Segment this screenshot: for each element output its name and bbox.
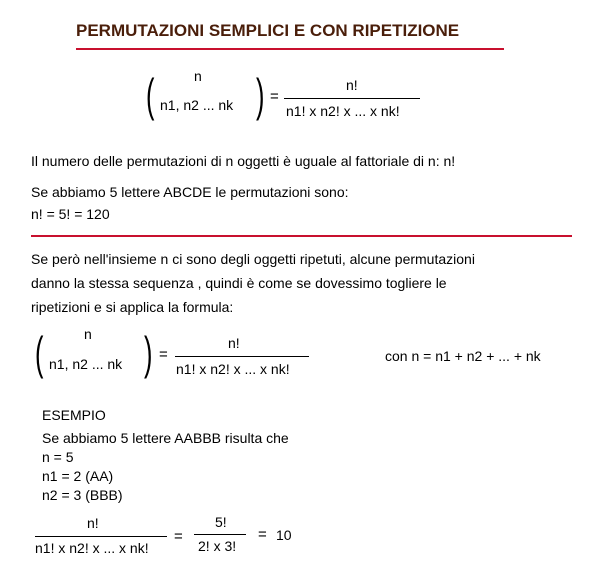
denominator: n1! x n2! x ... x nk!: [176, 361, 290, 377]
numerator: n!: [228, 335, 240, 351]
denominator: n1! x n2! x ... x nk!: [35, 540, 149, 556]
denominator-value: 2! x 3!: [198, 538, 237, 554]
fraction-bar: [194, 534, 246, 535]
binom-bottom: n1, n2 ... nk: [49, 356, 123, 372]
left-paren: (: [35, 327, 44, 379]
section-divider: [31, 235, 572, 237]
condition-text: con n = n1 + n2 + ... + nk: [385, 348, 541, 364]
example-heading: ESEMPIO: [42, 407, 106, 423]
denominator: n1! x n2! x ... x nk!: [286, 103, 400, 119]
numerator: n!: [87, 515, 99, 531]
result-value: 10: [276, 527, 292, 543]
text-line: Se però nell'insieme n ci sono degli oggetti ripetuti, alcune permutazioni: [31, 251, 475, 267]
binom-bottom: n1, n2 ... nk: [160, 97, 234, 113]
numerator-value: 5!: [215, 514, 227, 530]
equals-sign: =: [258, 526, 267, 543]
binom-top: n: [194, 68, 202, 84]
right-paren: ): [144, 327, 153, 379]
left-paren: (: [146, 69, 155, 121]
text-line: n1 = 2 (AA): [42, 468, 114, 484]
fraction-bar: [35, 536, 167, 537]
title-underline: [76, 48, 504, 50]
text-line: n! = 5! = 120: [31, 206, 110, 222]
text-line: n = 5: [42, 449, 74, 465]
text-line: ripetizioni e si applica la formula:: [31, 299, 234, 315]
fraction-bar: [284, 98, 420, 99]
numerator: n!: [346, 77, 358, 93]
right-paren: ): [256, 69, 265, 121]
page-title: PERMUTAZIONI SEMPLICI E CON RIPETIZIONE: [76, 21, 460, 40]
text-line: Il numero delle permutazioni di n oggetti è uguale al fattoriale di n: n!: [31, 153, 456, 169]
text-line: Se abbiamo 5 lettere ABCDE le permutazioni sono:: [31, 184, 349, 200]
text-line: n2 = 3 (BBB): [42, 487, 123, 503]
text-line: Se abbiamo 5 lettere AABBB risulta che: [42, 430, 289, 446]
fraction-bar: [175, 356, 309, 357]
equals-sign: =: [159, 346, 168, 363]
text-line: danno la stessa sequenza , quindi è come se dovessimo togliere le: [31, 275, 447, 291]
equals-sign: =: [174, 528, 183, 545]
binom-top: n: [84, 326, 92, 342]
equals-sign: =: [270, 88, 279, 105]
